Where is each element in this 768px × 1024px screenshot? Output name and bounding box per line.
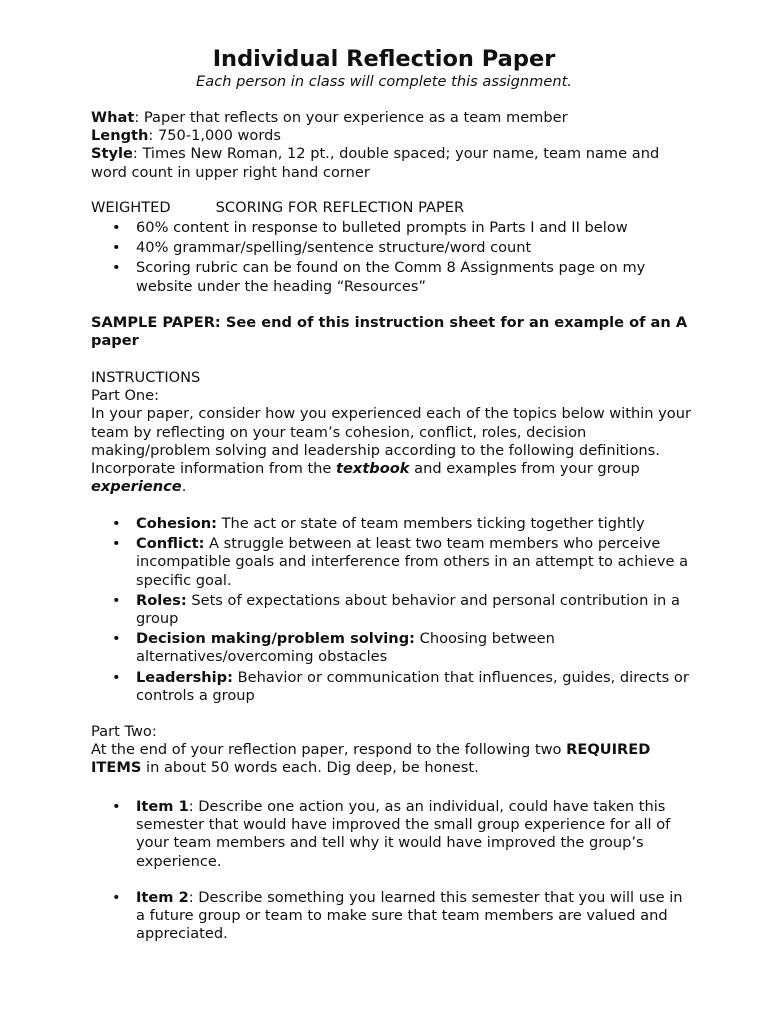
weighted-word: WEIGHTED — [91, 199, 171, 216]
definition-text: Choosing between alternatives/overcoming obstacles — [136, 630, 555, 666]
part-two-intro: At the end of your reflection paper, respond to the following two REQUIRED ITEMS in about 50 words each. Dig deep, be honest. — [91, 741, 651, 777]
definition-term: Roles: — [136, 591, 187, 609]
required-items: REQUIRED ITEMS — [91, 741, 651, 777]
instructions-part-one — [91, 369, 691, 496]
required-items-list — [91, 798, 691, 943]
bullet-icon: • — [112, 219, 121, 236]
weighted-scoring-heading — [91, 199, 691, 217]
spec-style — [91, 145, 691, 181]
document-subtitle: Each person in class will complete this assignment. — [196, 73, 572, 90]
document-title: Individual Reflection Paper — [212, 46, 556, 72]
emphasis-experience: experience — [91, 478, 182, 496]
definition-term: Cohesion: — [136, 515, 217, 532]
spec-length-text: : 750-1,000 words — [148, 127, 281, 145]
item-text: : Describe one action you, as an individual, could have taken this semester that would have improved the small group experience for all of your team members and tell why it would have improved the group’s experience. — [136, 798, 671, 870]
sample-paper-note — [91, 314, 691, 350]
assignment-specs — [91, 109, 691, 182]
list-item — [91, 889, 691, 944]
scoring-heading: SCORING FOR REFLECTION PAPER — [215, 199, 465, 216]
bullet-icon: • — [112, 798, 121, 815]
list-item: • Scoring rubric can be found on the Comm 8 Assignments page on my website under the heading “Resources” — [112, 259, 646, 295]
instructions-heading: INSTRUCTIONS — [91, 369, 201, 386]
part-one-intro: In your paper, consider how you experienced each of the topics below within your team by reflecting on your team’s cohesion, conflict, roles, decision making/problem solving and leadership according to the following definitions. Incorporate information from the textbook and examples from your group experience. — [91, 405, 691, 496]
instructions-part-two — [91, 723, 691, 778]
list-item — [91, 515, 691, 533]
bullet-icon: • — [112, 591, 121, 609]
item-term: Item 1 — [136, 798, 189, 815]
bullet-icon: • — [112, 668, 121, 686]
spec-style-label: Style — [91, 145, 133, 163]
spec-length — [91, 127, 691, 145]
list-item — [91, 535, 691, 590]
list-item: • 40% grammar/spelling/sentence structure/word count — [112, 239, 532, 257]
bullet-icon: • — [112, 239, 121, 257]
list-item — [91, 630, 691, 666]
list-item — [91, 592, 691, 628]
definition-term: Leadership: — [136, 668, 233, 686]
definitions-list — [91, 515, 691, 705]
definition-text: Behavior or communication that influences, guides, directs or controls a group — [136, 668, 689, 704]
definition-text: Sets of expectations about behavior and personal contribution in a group — [136, 591, 680, 628]
spec-what-label: What — [91, 109, 135, 126]
part-one-heading: Part One: — [91, 387, 160, 405]
spec-length-label: Length — [91, 127, 149, 145]
bullet-icon: • — [112, 888, 121, 906]
scoring-list — [91, 219, 691, 296]
definition-term: Conflict: — [136, 535, 205, 553]
list-item — [91, 798, 691, 871]
bullet-icon: • — [112, 535, 121, 553]
sample-label: SAMPLE PAPER: — [91, 314, 221, 331]
bullet-icon: • — [112, 259, 121, 277]
item-term: Item 2 — [136, 888, 189, 906]
spec-what — [91, 109, 691, 127]
part-two-heading: Part Two: — [91, 723, 157, 740]
spec-style-text: : Times New Roman, 12 pt., double spaced; your name, team name and word count in upper right hand corner — [91, 145, 660, 181]
list-item: • 60% content in response to bulleted prompts in Parts I and II below — [112, 219, 628, 236]
definition-text: A struggle between at least two team members who perceive incompatible goals and interference from others in an attempt to achieve a specific goal. — [136, 535, 689, 589]
bullet-icon: • — [112, 515, 121, 532]
list-item — [91, 669, 691, 705]
spec-what-text: : Paper that reflects on your experience as a team member — [134, 109, 568, 126]
definition-term: Decision making/problem solving: — [136, 630, 415, 648]
item-text: : Describe something you learned this semester that you will use in a future group or team to make sure that team members are valued and appreciated. — [136, 888, 683, 943]
bullet-icon: • — [112, 630, 121, 648]
definition-text: The act or state of team members ticking together tightly — [216, 515, 645, 532]
emphasis-textbook: textbook — [336, 460, 410, 478]
sample-text: See end of this instruction sheet for an example of an A paper — [91, 314, 688, 350]
